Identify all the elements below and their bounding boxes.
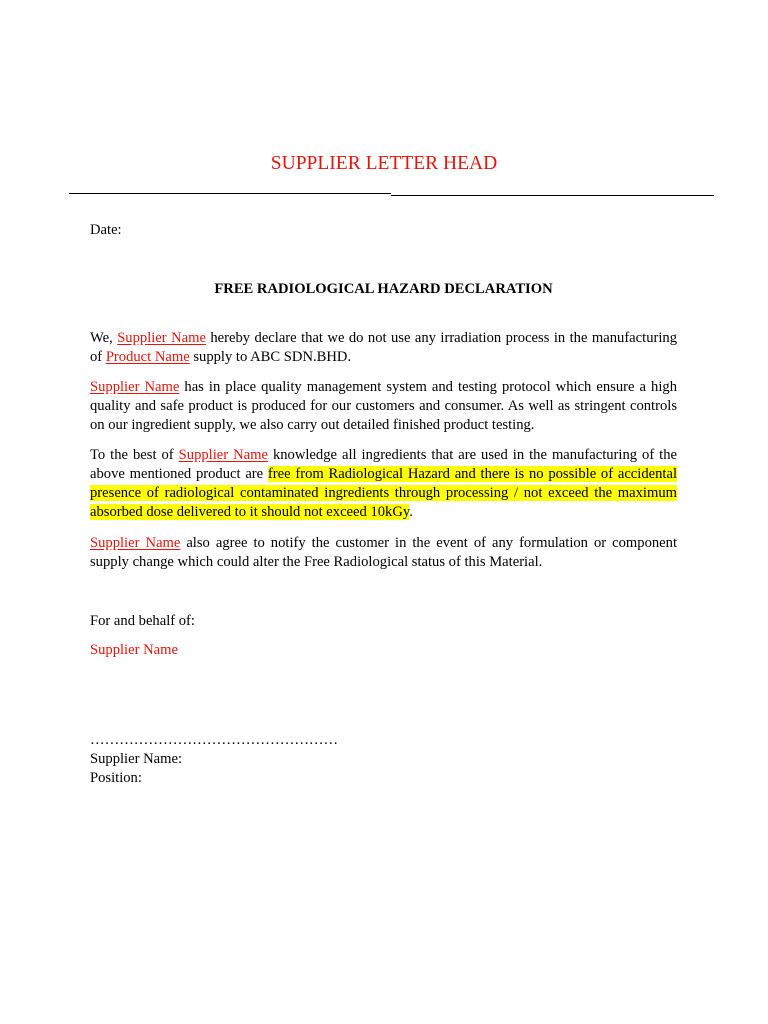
supplier-name-label: Supplier Name: — [90, 751, 183, 767]
supplier-name-placeholder: Supplier Name — [90, 379, 180, 395]
p1-text-3: supply to ABC SDN.BHD. — [189, 349, 352, 365]
paragraph-declaration — [90, 329, 677, 367]
p4-text-1: also agree to notify the customer in the event of any formulation or component supply change which could alter the Free Radiological status of this Material. — [90, 535, 677, 570]
p1-text-2: hereby declare that we do not use any irradiation process in the manufacturing of — [90, 330, 677, 365]
date-label: Date: — [90, 222, 122, 238]
signature-line: …………………………………………… — [90, 732, 339, 748]
supplier-name-placeholder: Supplier Name — [90, 535, 181, 551]
position-label: Position: — [90, 770, 142, 786]
letterhead-title: SUPPLIER LETTER HEAD — [270, 153, 498, 174]
p3-text-2: knowledge all ingredients that are used in the manufacturing of the above mentioned product are — [90, 447, 678, 482]
p2-text-1: has in place quality management system and testing protocol which ensure a high quality and safe product is produced for our customers and consumer. As well as stringent controls on our ingredient supply, we also carry out detailed finished product testing. — [90, 379, 677, 433]
highlighted-statement: free from Radiological Hazard and there is no possible of accidental presence of radiological contaminated ingredients through processing / not exceed the maximum absorbed dose delivered to it should not exceed 10kGy — [90, 466, 677, 520]
supplier-name-placeholder: Supplier Name — [178, 447, 268, 463]
p1-text-1: We, — [90, 330, 118, 346]
paragraph-notify — [90, 534, 677, 572]
product-name-placeholder: Product Name — [105, 349, 190, 365]
supplier-name-placeholder: Supplier Name — [117, 330, 206, 346]
header-rule-left — [69, 193, 391, 194]
declaration-title: FREE RADIOLOGICAL HAZARD DECLARATION — [214, 281, 553, 297]
header-rule-right — [391, 195, 714, 196]
paragraph-quality — [90, 378, 677, 435]
signature-supplier-name: Supplier Name — [90, 642, 178, 658]
paragraph-ingredients — [90, 446, 677, 522]
behalf-label: For and behalf of: — [90, 613, 195, 629]
p3-text-3: . — [409, 504, 413, 520]
p3-text-1: To the best of — [90, 447, 179, 463]
